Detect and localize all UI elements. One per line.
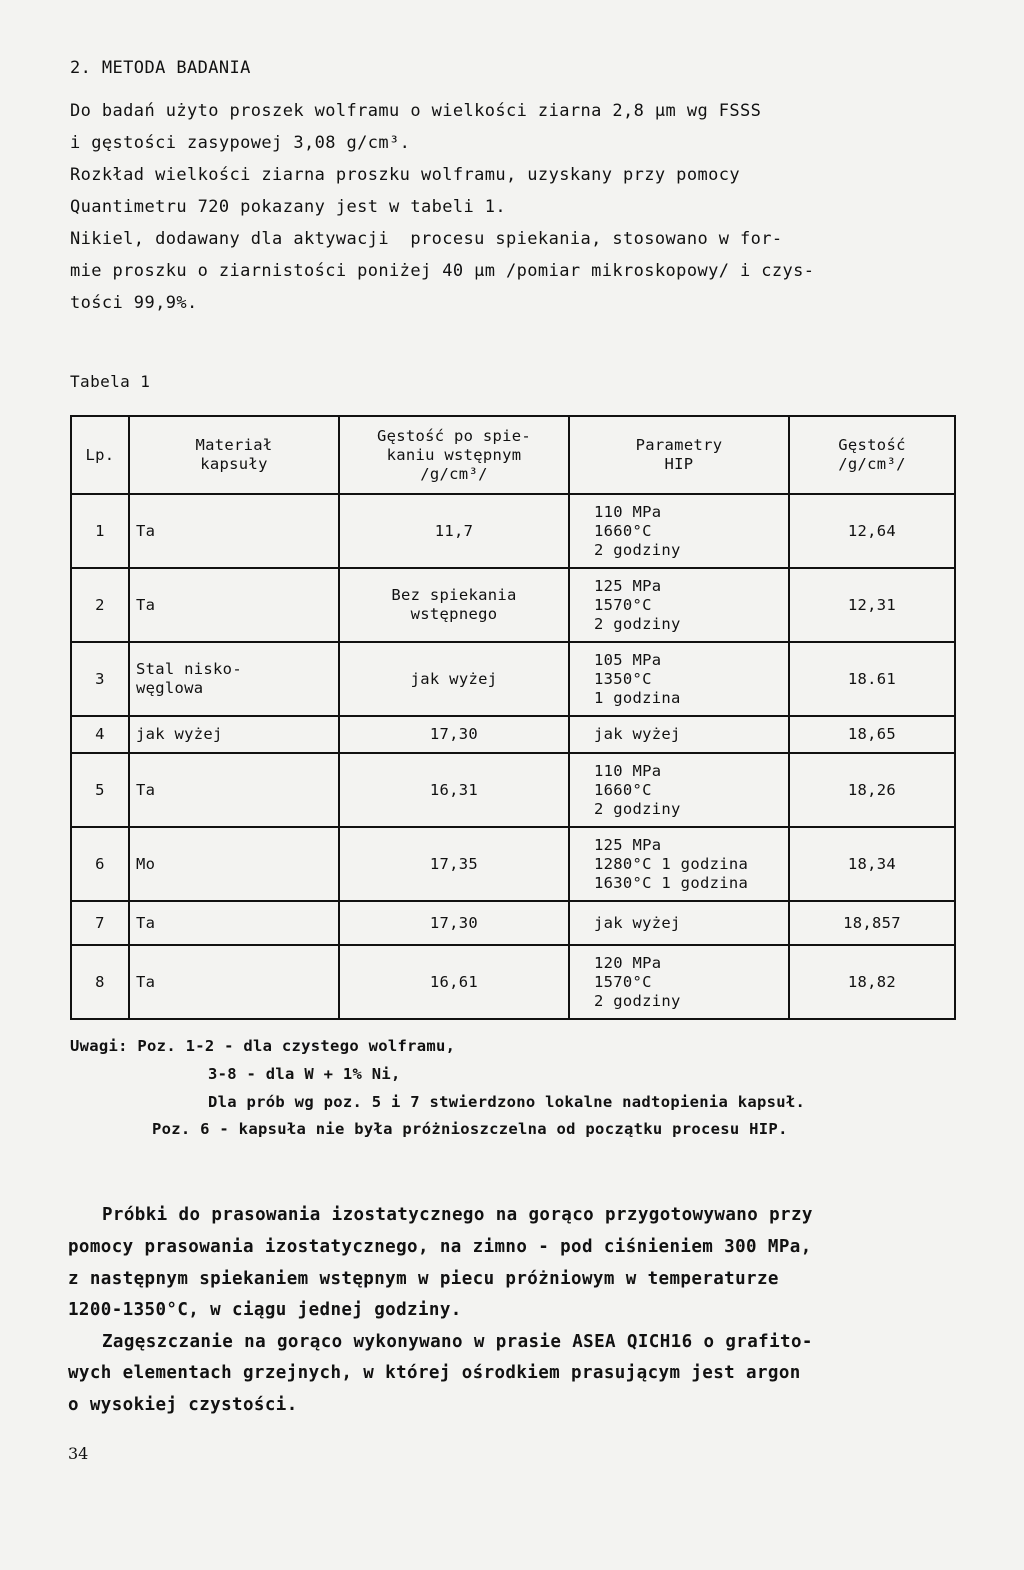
table-row [71, 494, 955, 568]
cell-lp: 4 [71, 716, 129, 753]
cell-material: Mo [129, 827, 339, 901]
cell-material: Ta [129, 568, 339, 642]
column-header-density-sintered: Gęstość po spie- kaniu wstępnym /g/cm³/ [339, 416, 569, 494]
cell-material: Ta [129, 753, 339, 827]
table-row [71, 642, 955, 716]
cell-density-sintered: 17,35 [339, 827, 569, 901]
cell-hip-params: 120 MPa 1570°C 2 godziny [569, 945, 789, 1019]
note-line-2: 3-8 - dla W + 1% Ni, [208, 1065, 401, 1083]
intro-line-4: Quantimetru 720 pokazany jest w tabeli 1. [70, 197, 507, 217]
cell-lp: 7 [71, 901, 129, 945]
cell-density-sintered: 17,30 [339, 901, 569, 945]
cell-density-sintered: jak wyżej [339, 642, 569, 716]
cell-density-sintered: 16,31 [339, 753, 569, 827]
cell-hip-params: 110 MPa 1660°C 2 godziny [569, 494, 789, 568]
cell-density-sintered: 17,30 [339, 716, 569, 753]
cell-density: 18,34 [789, 827, 955, 901]
note-line-4: Poz. 6 - kapsuła nie była próżnioszczelna od początku procesu HIP. [152, 1120, 788, 1138]
cell-lp: 2 [71, 568, 129, 642]
cell-density: 12,31 [789, 568, 955, 642]
cell-hip-params: 105 MPa 1350°C 1 godzina [569, 642, 789, 716]
cell-density: 18,857 [789, 901, 955, 945]
para2-line-1: Próbki do prasowania izostatycznego na gorąco przygotowywano przy [102, 1205, 813, 1225]
table-label: Tabela 1 [70, 372, 151, 391]
column-header-lp: Lp. [71, 416, 129, 494]
cell-material: Ta [129, 901, 339, 945]
cell-material: Ta [129, 494, 339, 568]
cell-density: 18,82 [789, 945, 955, 1019]
table-row [71, 901, 955, 945]
cell-density: 12,64 [789, 494, 955, 568]
cell-density: 18,65 [789, 716, 955, 753]
para2-line-6: wych elementach grzejnych, w której ośrodkiem prasującym jest argon [68, 1363, 801, 1383]
para2-line-3: z następnym spiekaniem wstępnym w piecu próżniowym w temperaturze [68, 1269, 779, 1289]
cell-hip-params: 125 MPa 1280°C 1 godzina 1630°C 1 godzina [569, 827, 789, 901]
table-row [71, 568, 955, 642]
cell-lp: 1 [71, 494, 129, 568]
intro-line-7: tości 99,9%. [70, 293, 198, 313]
intro-line-5: Nikiel, dodawany dla aktywacji procesu spiekania, stosowano w for- [70, 229, 783, 249]
cell-lp: 3 [71, 642, 129, 716]
cell-density: 18,26 [789, 753, 955, 827]
cell-hip-params: 125 MPa 1570°C 2 godziny [569, 568, 789, 642]
table-row [71, 945, 955, 1019]
column-header-density: Gęstość /g/cm³/ [789, 416, 955, 494]
page-number: 34 [68, 1444, 89, 1463]
intro-line-3: Rozkład wielkości ziarna proszku wolframu, uzyskany przy pomocy [70, 165, 740, 185]
para2-line-5: Zagęszczanie na gorąco wykonywano w prasie ASEA QICH16 o grafito- [102, 1332, 813, 1352]
cell-material: Ta [129, 945, 339, 1019]
cell-density: 18.61 [789, 642, 955, 716]
para2-line-7: o wysokiej czystości. [68, 1395, 298, 1415]
cell-material: Stal nisko- węglowa [129, 642, 339, 716]
cell-material: jak wyżej [129, 716, 339, 753]
cell-hip-params: 110 MPa 1660°C 2 godziny [569, 753, 789, 827]
cell-density-sintered: 11,7 [339, 494, 569, 568]
para2-line-2: pomocy prasowania izostatycznego, na zimno - pod ciśnieniem 300 MPa, [68, 1237, 812, 1257]
table-row [71, 827, 955, 901]
column-header-material: Materiał kapsuły [129, 416, 339, 494]
cell-hip-params: jak wyżej [569, 901, 789, 945]
section-heading: 2. METODA BADANIA [70, 58, 251, 78]
para2-line-4: 1200-1350°C, w ciągu jednej godziny. [68, 1300, 462, 1320]
note-line-3: Dla prób wg poz. 5 i 7 stwierdzono lokalne nadtopienia kapsuł. [208, 1093, 806, 1111]
intro-line-2: i gęstości zasypowej 3,08 g/cm³. [70, 133, 411, 153]
cell-density-sintered: Bez spiekania wstępnego [339, 568, 569, 642]
cell-lp: 6 [71, 827, 129, 901]
table-row [71, 753, 955, 827]
column-header-hip-params: Parametry HIP [569, 416, 789, 494]
cell-hip-params: jak wyżej [569, 716, 789, 753]
cell-lp: 5 [71, 753, 129, 827]
cell-lp: 8 [71, 945, 129, 1019]
intro-line-6: mie proszku o ziarnistości poniżej 40 µm /pomiar mikroskopowy/ i czys- [70, 261, 815, 281]
intro-line-1: Do badań użyto proszek wolframu o wielkości ziarna 2,8 µm wg FSSS [70, 101, 762, 121]
data-table [70, 415, 956, 1020]
table-header-row [71, 416, 955, 494]
cell-density-sintered: 16,61 [339, 945, 569, 1019]
table-row [71, 716, 955, 753]
note-line-1: Uwagi: Poz. 1-2 - dla czystego wolframu, [70, 1037, 456, 1055]
